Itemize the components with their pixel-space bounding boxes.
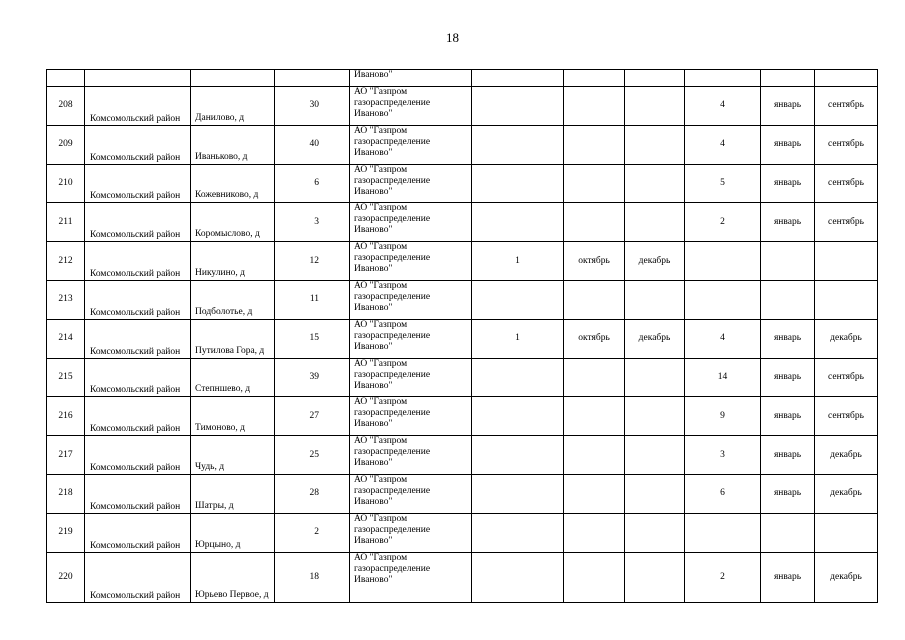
cell-quantity-2: 5 bbox=[685, 164, 761, 203]
table-row bbox=[47, 397, 878, 436]
cell-quantity-1 bbox=[472, 552, 564, 602]
cell-organization: АО "Газпром газораспределение Иваново" bbox=[350, 513, 472, 552]
cell-empty bbox=[564, 70, 625, 87]
cell-district: Комсомольский район bbox=[85, 280, 191, 319]
cell-count: 30 bbox=[275, 87, 350, 126]
cell-quantity-1: 1 bbox=[472, 242, 564, 281]
cell-row-number: 218 bbox=[47, 474, 85, 513]
cell-quantity-1: 1 bbox=[472, 319, 564, 358]
cell-quantity-1 bbox=[472, 125, 564, 164]
cell-month-start-1: октябрь bbox=[564, 319, 625, 358]
cell-month-end-2: сентябрь bbox=[815, 164, 878, 203]
cell-organization: АО "Газпром газораспределение Иваново" bbox=[350, 319, 472, 358]
table-row-continued bbox=[47, 70, 878, 87]
cell-quantity-2: 2 bbox=[685, 552, 761, 602]
cell-month-start-2: январь bbox=[761, 436, 815, 475]
cell-month-start-1 bbox=[564, 280, 625, 319]
cell-count: 15 bbox=[275, 319, 350, 358]
cell-village: Иваньково, д bbox=[191, 125, 275, 164]
schedule-table bbox=[46, 69, 878, 603]
cell-month-start-2: январь bbox=[761, 319, 815, 358]
cell-row-number: 219 bbox=[47, 513, 85, 552]
cell-month-end-1 bbox=[625, 358, 685, 397]
cell-quantity-1 bbox=[472, 164, 564, 203]
cell-month-start-2: январь bbox=[761, 125, 815, 164]
cell-district: Комсомольский район bbox=[85, 125, 191, 164]
cell-count: 28 bbox=[275, 474, 350, 513]
cell-quantity-2: 6 bbox=[685, 474, 761, 513]
cell-month-end-2: декабрь bbox=[815, 552, 878, 602]
table-row bbox=[47, 203, 878, 242]
cell-quantity-2: 14 bbox=[685, 358, 761, 397]
cell-empty bbox=[275, 70, 350, 87]
cell-empty bbox=[685, 70, 761, 87]
cell-month-end-2: декабрь bbox=[815, 474, 878, 513]
cell-row-number: 217 bbox=[47, 436, 85, 475]
cell-month-start-1 bbox=[564, 164, 625, 203]
cell-month-start-1 bbox=[564, 87, 625, 126]
cell-village: Никулино, д bbox=[191, 242, 275, 281]
cell-organization: АО "Газпром газораспределение Иваново" bbox=[350, 474, 472, 513]
cell-district: Комсомольский район bbox=[85, 358, 191, 397]
cell-month-end-2: сентябрь bbox=[815, 87, 878, 126]
table-row bbox=[47, 319, 878, 358]
cell-district: Комсомольский район bbox=[85, 474, 191, 513]
cell-organization: АО "Газпром газораспределение Иваново" bbox=[350, 436, 472, 475]
cell-count: 25 bbox=[275, 436, 350, 475]
cell-village: Кожевниково, д bbox=[191, 164, 275, 203]
cell-quantity-2: 4 bbox=[685, 87, 761, 126]
table-row bbox=[47, 125, 878, 164]
cell-count: 39 bbox=[275, 358, 350, 397]
page-number: 18 bbox=[446, 30, 459, 45]
cell-village: Шатры, д bbox=[191, 474, 275, 513]
cell-month-start-1 bbox=[564, 436, 625, 475]
cell-organization: АО "Газпром газораспределение Иваново" bbox=[350, 552, 472, 602]
cell-quantity-1 bbox=[472, 280, 564, 319]
cell-month-start-1 bbox=[564, 358, 625, 397]
cell-quantity-1 bbox=[472, 87, 564, 126]
table-row bbox=[47, 280, 878, 319]
cell-quantity-2: 3 bbox=[685, 436, 761, 475]
cell-month-end-1 bbox=[625, 87, 685, 126]
cell-month-end-1 bbox=[625, 552, 685, 602]
table-row bbox=[47, 513, 878, 552]
cell-month-start-2: январь bbox=[761, 358, 815, 397]
cell-row-number: 208 bbox=[47, 87, 85, 126]
cell-month-start-2 bbox=[761, 242, 815, 281]
cell-month-start-2: январь bbox=[761, 474, 815, 513]
cell-count: 12 bbox=[275, 242, 350, 281]
cell-village: Чудь, д bbox=[191, 436, 275, 475]
cell-month-start-2: январь bbox=[761, 397, 815, 436]
cell-organization: АО "Газпром газораспределение Иваново" bbox=[350, 242, 472, 281]
cell-quantity-2 bbox=[685, 513, 761, 552]
cell-month-end-1: декабрь bbox=[625, 319, 685, 358]
cell-month-start-1 bbox=[564, 397, 625, 436]
cell-village: Тимоново, д bbox=[191, 397, 275, 436]
cell-count: 11 bbox=[275, 280, 350, 319]
table-row bbox=[47, 164, 878, 203]
cell-district: Комсомольский район bbox=[85, 436, 191, 475]
cell-village: Путилова Гора, д bbox=[191, 319, 275, 358]
cell-row-number: 213 bbox=[47, 280, 85, 319]
cell-month-start-1 bbox=[564, 552, 625, 602]
cell-organization: АО "Газпром газораспределение Иваново" bbox=[350, 397, 472, 436]
cell-organization: АО "Газпром газораспределение Иваново" bbox=[350, 358, 472, 397]
cell-month-end-2: сентябрь bbox=[815, 203, 878, 242]
cell-month-end-2: декабрь bbox=[815, 319, 878, 358]
cell-quantity-1 bbox=[472, 474, 564, 513]
cell-quantity-1 bbox=[472, 203, 564, 242]
cell-month-end-2: сентябрь bbox=[815, 125, 878, 164]
cell-month-end-1 bbox=[625, 280, 685, 319]
cell-month-end-2: декабрь bbox=[815, 436, 878, 475]
cell-month-start-2 bbox=[761, 513, 815, 552]
cell-village: Юрьево Первое, д bbox=[191, 552, 275, 602]
cell-month-end-2 bbox=[815, 280, 878, 319]
cell-village: Юрцыно, д bbox=[191, 513, 275, 552]
cell-empty bbox=[85, 70, 191, 87]
cell-organization: АО "Газпром газораспределение Иваново" bbox=[350, 125, 472, 164]
cell-row-number: 215 bbox=[47, 358, 85, 397]
cell-organization: АО "Газпром газораспределение Иваново" bbox=[350, 203, 472, 242]
cell-organization: Иваново" bbox=[350, 70, 472, 87]
cell-month-end-1 bbox=[625, 513, 685, 552]
cell-month-end-2: сентябрь bbox=[815, 358, 878, 397]
cell-month-end-1 bbox=[625, 436, 685, 475]
table-row bbox=[47, 87, 878, 126]
table-body bbox=[47, 70, 878, 603]
cell-district: Комсомольский район bbox=[85, 513, 191, 552]
cell-district: Комсомольский район bbox=[85, 319, 191, 358]
cell-row-number: 220 bbox=[47, 552, 85, 602]
cell-quantity-1 bbox=[472, 436, 564, 475]
cell-month-start-1: октябрь bbox=[564, 242, 625, 281]
cell-organization: АО "Газпром газораспределение Иваново" bbox=[350, 164, 472, 203]
cell-month-end-1 bbox=[625, 164, 685, 203]
cell-quantity-1 bbox=[472, 358, 564, 397]
table-row bbox=[47, 474, 878, 513]
cell-row-number: 211 bbox=[47, 203, 85, 242]
cell-month-start-2 bbox=[761, 280, 815, 319]
cell-district: Комсомольский район bbox=[85, 552, 191, 602]
cell-month-start-2: январь bbox=[761, 87, 815, 126]
cell-count: 27 bbox=[275, 397, 350, 436]
cell-empty bbox=[625, 70, 685, 87]
table-row bbox=[47, 242, 878, 281]
cell-quantity-2: 9 bbox=[685, 397, 761, 436]
cell-count: 2 bbox=[275, 513, 350, 552]
cell-month-start-1 bbox=[564, 203, 625, 242]
cell-month-start-1 bbox=[564, 513, 625, 552]
cell-quantity-2: 4 bbox=[685, 319, 761, 358]
cell-row-number: 209 bbox=[47, 125, 85, 164]
cell-district: Комсомольский район bbox=[85, 397, 191, 436]
cell-month-end-1 bbox=[625, 397, 685, 436]
cell-month-start-2: январь bbox=[761, 203, 815, 242]
cell-empty bbox=[472, 70, 564, 87]
cell-month-start-2: январь bbox=[761, 552, 815, 602]
cell-count: 40 bbox=[275, 125, 350, 164]
cell-empty bbox=[47, 70, 85, 87]
table-row bbox=[47, 552, 878, 602]
cell-month-end-1 bbox=[625, 203, 685, 242]
cell-district: Комсомольский район bbox=[85, 242, 191, 281]
cell-month-start-2: январь bbox=[761, 164, 815, 203]
cell-quantity-2: 4 bbox=[685, 125, 761, 164]
cell-row-number: 216 bbox=[47, 397, 85, 436]
cell-district: Комсомольский район bbox=[85, 203, 191, 242]
cell-village: Данилово, д bbox=[191, 87, 275, 126]
cell-count: 6 bbox=[275, 164, 350, 203]
cell-empty bbox=[815, 70, 878, 87]
cell-district: Комсомольский район bbox=[85, 164, 191, 203]
cell-village: Степншево, д bbox=[191, 358, 275, 397]
cell-count: 3 bbox=[275, 203, 350, 242]
cell-quantity-2: 2 bbox=[685, 203, 761, 242]
cell-month-end-2: сентябрь bbox=[815, 397, 878, 436]
cell-month-end-2 bbox=[815, 513, 878, 552]
cell-count: 18 bbox=[275, 552, 350, 602]
cell-month-start-1 bbox=[564, 125, 625, 164]
cell-month-end-1 bbox=[625, 125, 685, 164]
table-row bbox=[47, 358, 878, 397]
cell-organization: АО "Газпром газораспределение Иваново" bbox=[350, 87, 472, 126]
cell-row-number: 214 bbox=[47, 319, 85, 358]
cell-district: Комсомольский район bbox=[85, 87, 191, 126]
cell-village: Коромыслово, д bbox=[191, 203, 275, 242]
cell-month-end-2 bbox=[815, 242, 878, 281]
cell-month-end-1: декабрь bbox=[625, 242, 685, 281]
cell-month-start-1 bbox=[564, 474, 625, 513]
cell-quantity-1 bbox=[472, 513, 564, 552]
cell-row-number: 210 bbox=[47, 164, 85, 203]
cell-month-end-1 bbox=[625, 474, 685, 513]
table-row bbox=[47, 436, 878, 475]
cell-row-number: 212 bbox=[47, 242, 85, 281]
cell-village: Подболотье, д bbox=[191, 280, 275, 319]
cell-empty bbox=[761, 70, 815, 87]
cell-empty bbox=[191, 70, 275, 87]
cell-quantity-2 bbox=[685, 242, 761, 281]
cell-quantity-1 bbox=[472, 397, 564, 436]
cell-organization: АО "Газпром газораспределение Иваново" bbox=[350, 280, 472, 319]
cell-quantity-2 bbox=[685, 280, 761, 319]
